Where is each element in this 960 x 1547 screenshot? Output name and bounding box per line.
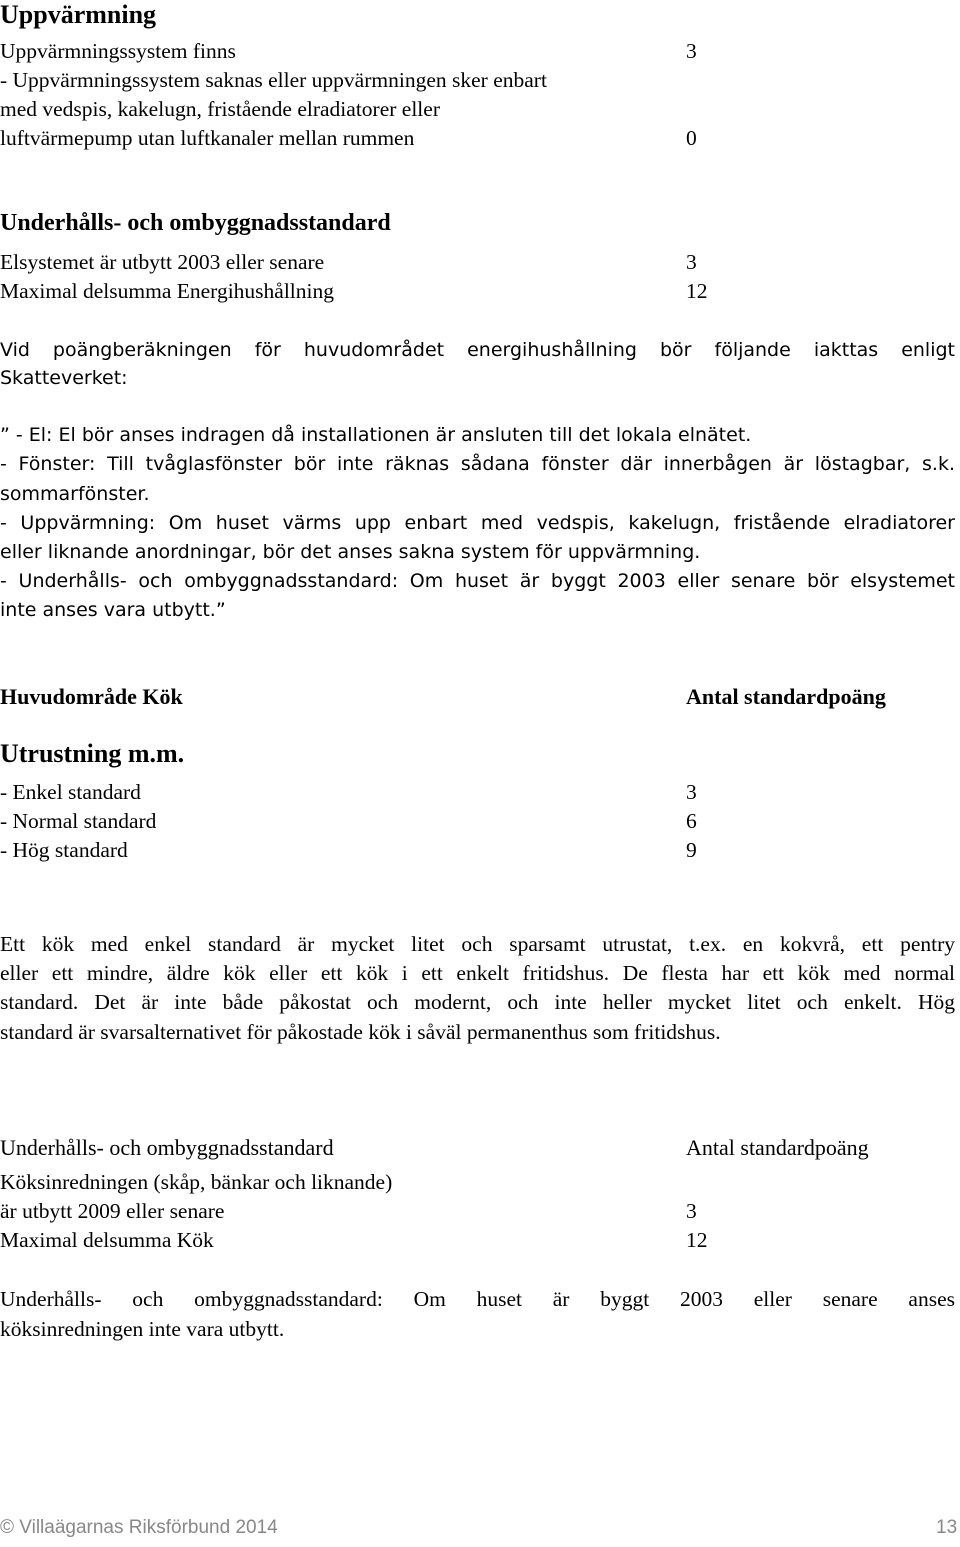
note-fonster-line2: sommarfönster. <box>0 483 150 505</box>
max-delsumma-kok-value: 12 <box>686 1228 708 1252</box>
underhall-kok-row1-line2: är utbytt 2009 eller senare <box>0 1199 225 1223</box>
uppvarmning-row1-value: 3 <box>686 39 697 63</box>
note-uppvarmning-line2: eller liknande anordningar, bör det anses sakna system för uppvärmning. <box>0 541 701 563</box>
kok-desc-line2: eller ett mindre, äldre kök eller ett kök i ett enkelt fritidshus. De flesta har ett kök med normal <box>0 961 955 985</box>
footer-page-number: 13 <box>936 1517 958 1538</box>
note-fonster-line1: - Fönster: Till tvåglasfönster bör inte räknas sådana fönster där innerbågen är löstagbar, s.k. <box>0 453 955 475</box>
uppvarmning-row1-label: Uppvärmningssystem finns <box>0 39 236 63</box>
column-heading-antal-standardpoang-2: Antal standardpoäng <box>686 1135 869 1160</box>
uppvarmning-row2-value: 0 <box>686 126 697 150</box>
uppvarmning-row2-line1: - Uppvärmningssystem saknas eller uppvärmningen sker enbart <box>0 68 547 92</box>
underhall-energi-row1-value: 3 <box>686 250 697 274</box>
kok-item-enkel-label: - Enkel standard <box>0 780 141 804</box>
kok-item-normal-label: - Normal standard <box>0 809 157 833</box>
section-heading-underhall-kok: Underhålls- och ombyggnadsstandard <box>0 1135 334 1160</box>
subheading-utrustning: Utrustning m.m. <box>0 739 185 768</box>
note-uppvarmning-line1: - Uppvärmning: Om huset värms upp enbart med vedspis, kakelugn, fristående elradiatorer <box>0 512 955 534</box>
underhall-energi-row1-label: Elsystemet är utbytt 2003 eller senare <box>0 250 325 274</box>
max-delsumma-energi-value: 12 <box>686 279 708 303</box>
kok-item-enkel-value: 3 <box>686 780 697 804</box>
note-underhall-line1: - Underhålls- och ombyggnadsstandard: Om huset är byggt 2003 eller senare bör elsystemet <box>0 570 955 592</box>
section-heading-underhall-energi: Underhålls- och ombyggnadsstandard <box>0 210 391 236</box>
section-heading-uppvarmning: Uppvärmning <box>0 0 157 29</box>
kok-desc-line4: standard är svarsalternativet för påkostade kök i såväl permanenthus som fritidshus. <box>0 1020 721 1044</box>
column-heading-antal-standardpoang: Antal standardpoäng <box>686 684 886 709</box>
note-underhall-line2: inte anses vara utbytt.” <box>0 599 226 621</box>
kok-item-normal-value: 6 <box>686 809 697 833</box>
kok-item-hog-value: 9 <box>686 838 697 862</box>
underhall-kok-note-line2: köksinredningen inte vara utbytt. <box>0 1317 285 1341</box>
footer-copyright: © Villaägarnas Riksförbund 2014 <box>0 1517 278 1538</box>
section-heading-kok: Huvudområde Kök <box>0 684 183 709</box>
underhall-kok-row1-line1: Köksinredningen (skåp, bänkar och liknande) <box>0 1170 393 1194</box>
notes-intro-line1: Vid poängberäkningen för huvudområdet energihushållning bör följande iakttas enligt <box>0 339 955 361</box>
uppvarmning-row2-line3: luftvärmepump utan luftkanaler mellan rummen <box>0 126 415 150</box>
kok-desc-line1: Ett kök med enkel standard är mycket litet och sparsamt utrustat, t.ex. en kokvrå, ett pentry <box>0 932 955 956</box>
kok-desc-line3: standard. Det är inte både påkostat och modernt, och inte heller mycket litet och enkelt. Hög <box>0 990 955 1014</box>
max-delsumma-energi-label: Maximal delsumma Energihushållning <box>0 279 334 303</box>
uppvarmning-row2-line2: med vedspis, kakelugn, fristående elradiatorer eller <box>0 97 440 121</box>
underhall-kok-note-line1: Underhålls- och ombyggnadsstandard: Om huset är byggt 2003 eller senare anses <box>0 1287 955 1311</box>
note-el: ” - El: El bör anses indragen då installationen är ansluten till det lokala elnätet. <box>0 424 752 446</box>
underhall-kok-row1-value: 3 <box>686 1199 697 1223</box>
notes-intro-line2: Skatteverket: <box>0 367 128 389</box>
kok-item-hog-label: - Hög standard <box>0 838 128 862</box>
max-delsumma-kok-label: Maximal delsumma Kök <box>0 1228 214 1252</box>
